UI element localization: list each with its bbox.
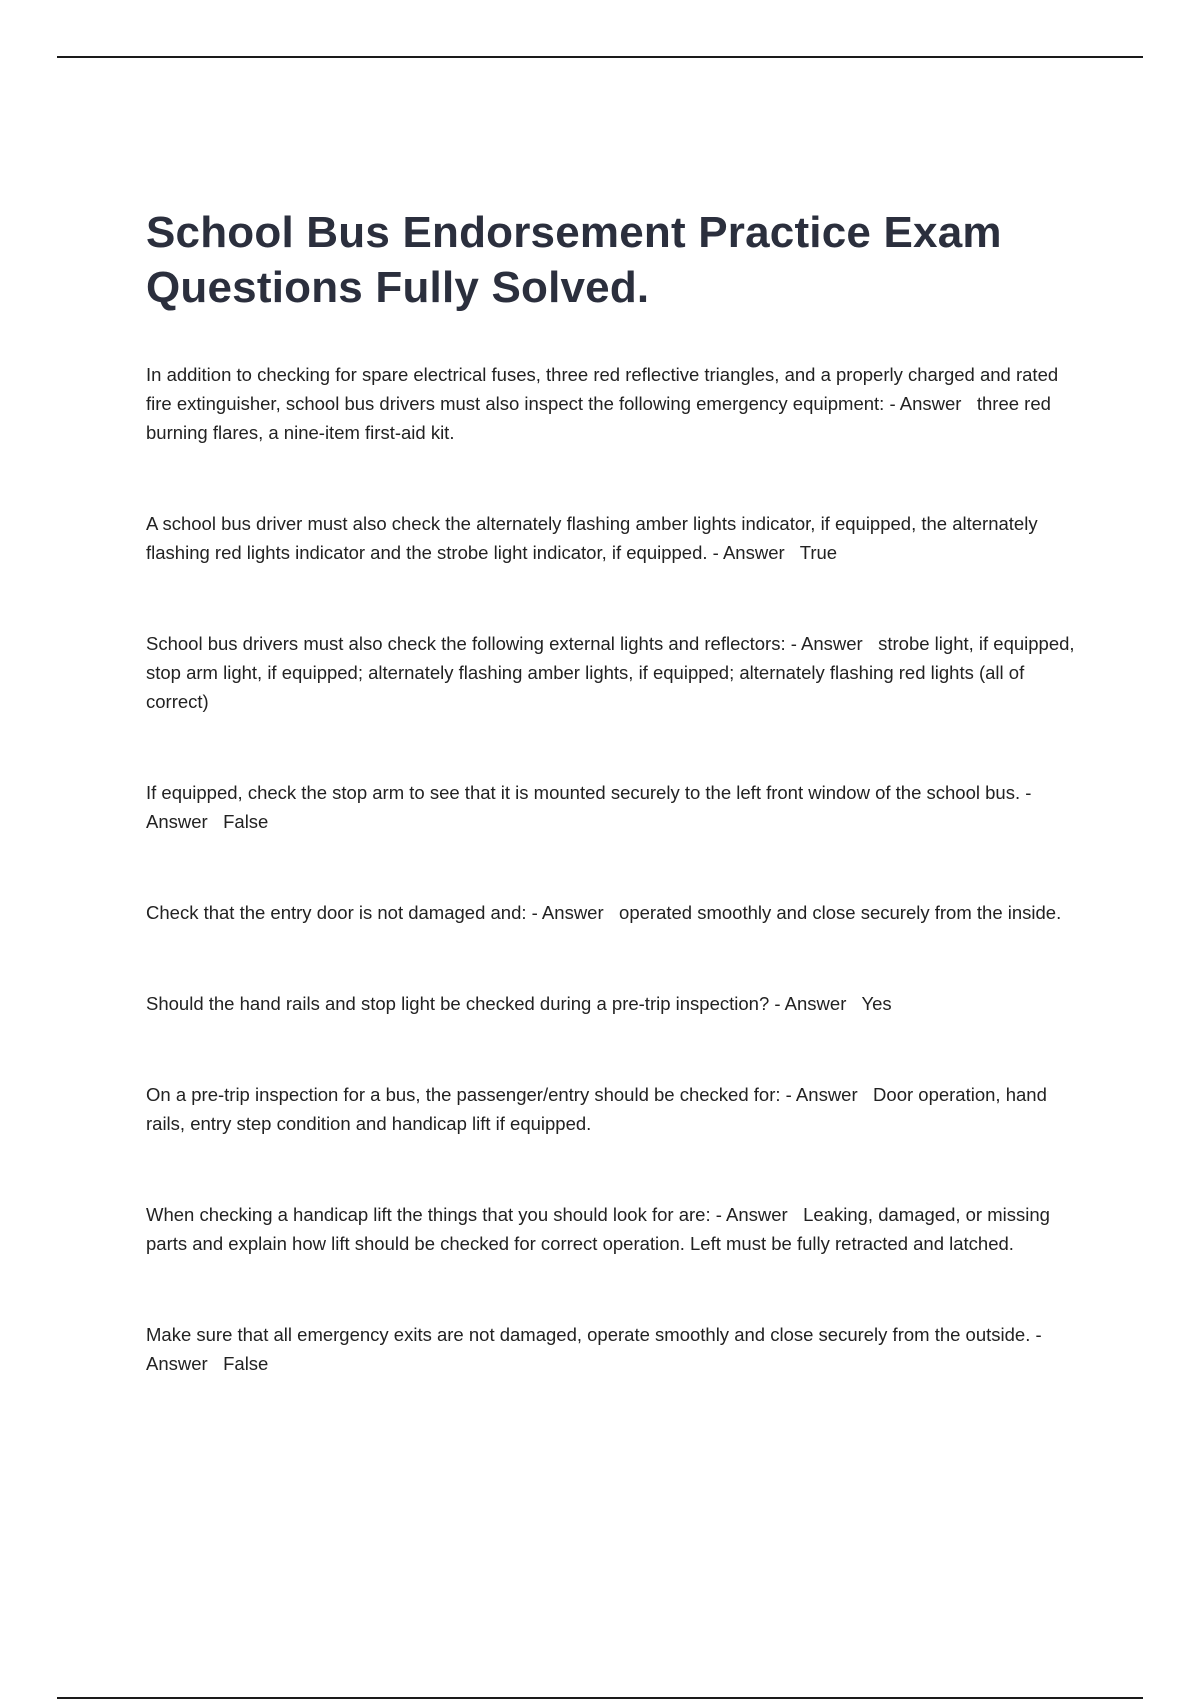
question-text: Make sure that all emergency exits are not damaged, operate smoothly and close securely from the outside.: [146, 1324, 1031, 1345]
answer-marker: - Answer: [769, 993, 862, 1014]
answer-marker: - Answer: [707, 542, 800, 563]
answer-marker: - Answer: [785, 633, 879, 654]
qa-list: [146, 360, 1086, 1378]
answer-text: Yes: [861, 993, 892, 1014]
answer-marker: - Answer: [146, 1324, 1046, 1374]
answer-marker: - Answer: [780, 1084, 874, 1105]
question-text: If equipped, check the stop arm to see that it is mounted securely to the left front window of the school bus.: [146, 782, 1021, 803]
answer-marker: - Answer: [884, 393, 977, 414]
answer-text: operated smoothly and close securely from the inside.: [619, 902, 1062, 923]
page-title: School Bus Endorsement Practice Exam Questions Fully Solved.: [146, 208, 1002, 312]
qa-item: [146, 1080, 1086, 1138]
qa-item: [146, 509, 1086, 567]
qa-item: [146, 898, 1086, 927]
answer-text: False: [223, 1353, 269, 1374]
answer-marker: - Answer: [710, 1204, 804, 1225]
question-text: When checking a handicap lift the things that you should look for are:: [146, 1204, 711, 1225]
question-text: On a pre-trip inspection for a bus, the passenger/entry should be checked for:: [146, 1084, 781, 1105]
answer-text: False: [223, 811, 269, 832]
answer-text: Door operation, hand rails, entry step condition and handicap lift if equipped.: [146, 1084, 1053, 1134]
qa-item: [146, 360, 1086, 447]
answer-marker: - Answer: [526, 902, 620, 923]
question-text: A school bus driver must also check the alternately flashing amber lights indicator, if equipped, the alternately flashing red lights indicator and the strobe light indicator, if equipped.: [146, 513, 1038, 563]
question-text: Should the hand rails and stop light be checked during a pre-trip inspection?: [146, 993, 770, 1014]
qa-item: [146, 778, 1086, 836]
bottom-rule: [57, 1697, 1143, 1699]
answer-text: Leaking, damaged, or missing parts and explain how lift should be checked for correct operation. Left must be fully retracted and latched.: [146, 1204, 1056, 1254]
qa-item: [146, 629, 1086, 716]
qa-item: [146, 1200, 1086, 1258]
answer-text: strobe light, if equipped, stop arm light, if equipped; alternately flashing amber lights, if equipped; alternately flashing red lights (all of correct): [146, 633, 1080, 712]
answer-text: True: [799, 542, 838, 563]
qa-item: [146, 989, 1086, 1018]
question-text: School bus drivers must also check the following external lights and reflectors:: [146, 633, 786, 654]
answer-text: three red burning flares, a nine-item first-aid kit.: [146, 393, 1057, 443]
top-rule: [57, 56, 1143, 58]
qa-item: [146, 1320, 1086, 1378]
answer-marker: - Answer: [146, 782, 1036, 832]
question-text: In addition to checking for spare electrical fuses, three red reflective triangles, and a properly charged and rated fire extinguisher, school bus drivers must also inspect the following emergency equipment:: [146, 364, 1059, 414]
document-body: [146, 205, 1086, 1440]
question-text: Check that the entry door is not damaged and:: [146, 902, 527, 923]
